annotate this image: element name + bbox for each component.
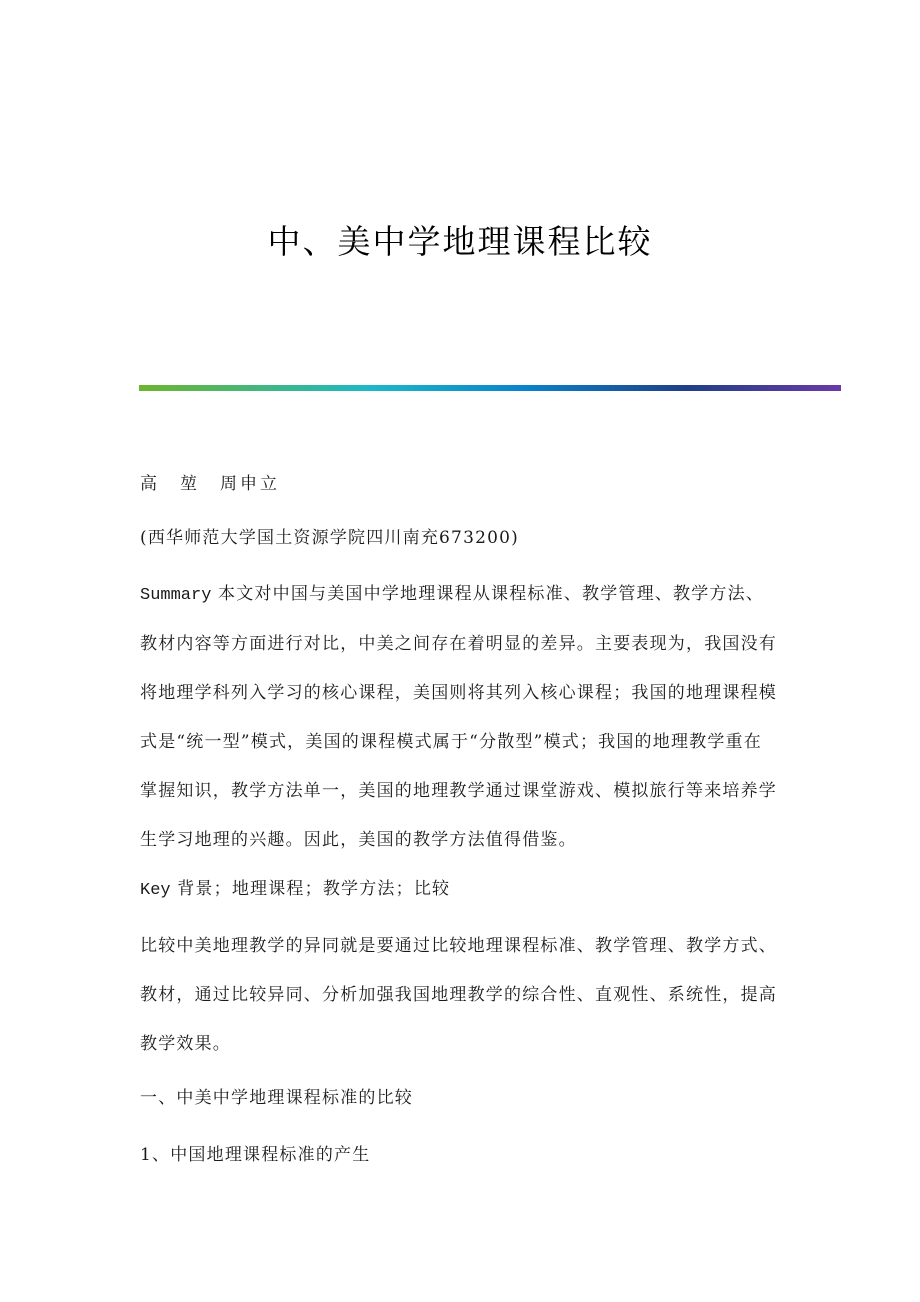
keywords-label: Key	[140, 881, 171, 900]
keywords-paragraph	[140, 865, 780, 915]
keywords-text: 背景；地理课程；教学方法；比较	[177, 879, 451, 899]
affiliation: (西华师范大学国土资源学院四川南充673200)	[140, 528, 519, 548]
authors: 高 堃 周申立	[140, 474, 280, 494]
document-title: 中、美中学地理课程比较	[267, 222, 653, 261]
gradient-divider	[139, 385, 841, 391]
summary-paragraph	[140, 570, 780, 865]
summary-text: 本文对中国与美国中学地理课程从课程标准、教学管理、教学方法、教材内容等方面进行对比，中美之间存在着明显的差异。主要表现为，我国没有将地理学科列入学习的核心课程，美国则将其列入核心课程；我国的地理课程模式是“统一型”模式，美国的课程模式属于“分散型”模式；我国的地理教学重在掌握知识，教学方法单一，美国的地理教学通过课堂游戏、模拟旅行等来培养学生学习地理的兴趣。因此，美国的教学方法值得借鉴。	[140, 584, 777, 850]
section-heading: 一、中美中学地理课程标准的比较	[140, 1088, 413, 1108]
intro-paragraph: 比较中美地理教学的异同就是要通过比较地理课程标准、教学管理、教学方式、教材，通过比较异同、分析加强我国地理教学的综合性、直观性、系统性，提高教学效果。	[140, 936, 777, 1054]
summary-label: Summary	[140, 586, 212, 605]
subsection-heading: 1、中国地理课程标准的产生	[140, 1145, 371, 1165]
